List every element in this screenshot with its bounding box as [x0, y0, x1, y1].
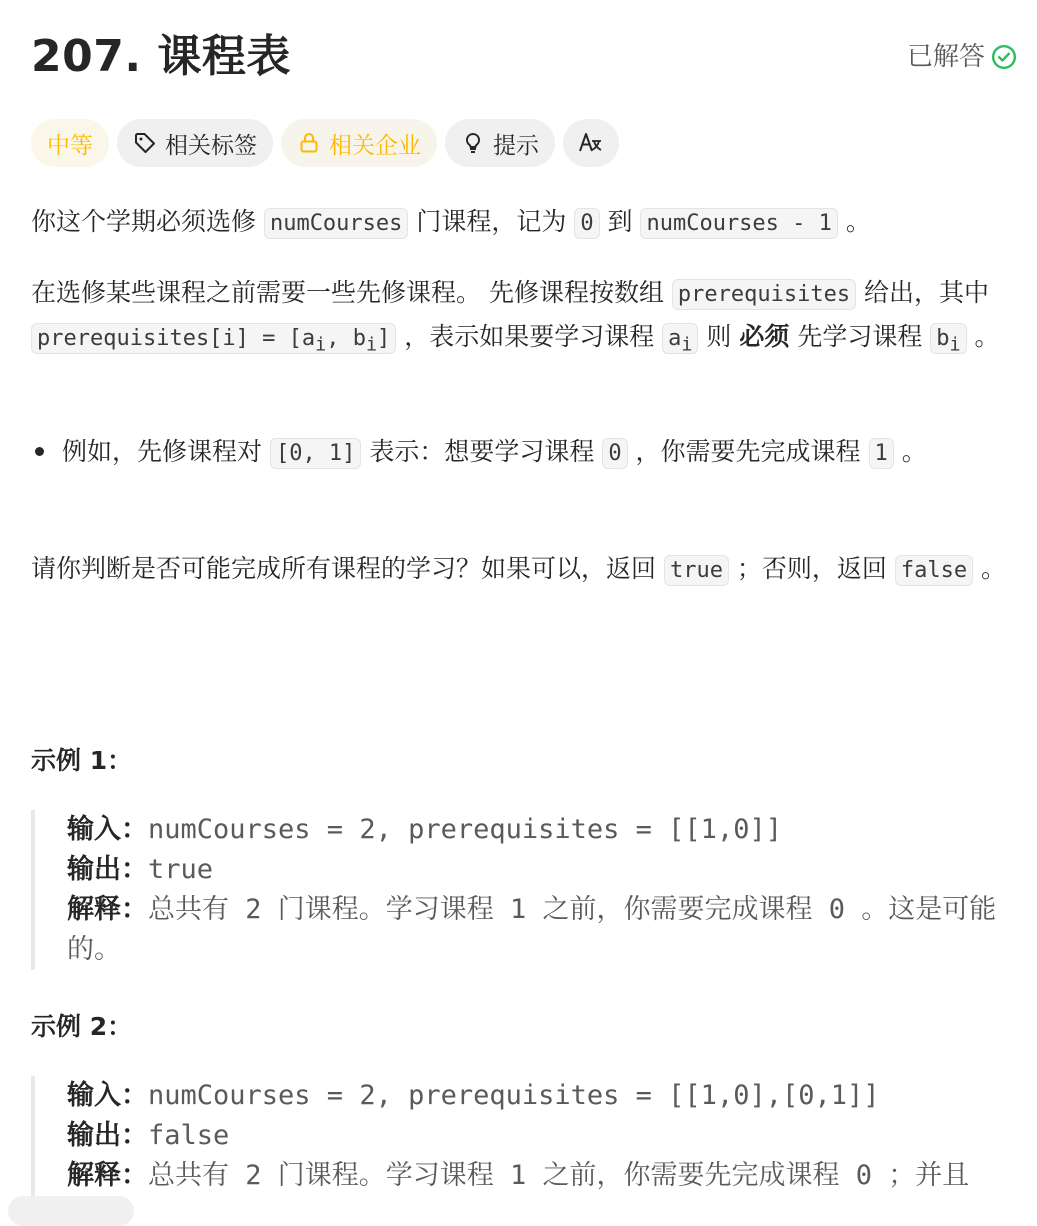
tag-icon — [133, 131, 157, 155]
example-2-title: 示例 2： — [31, 1012, 133, 1041]
code-text: a — [668, 326, 682, 351]
text: ；否则，返回 — [728, 554, 895, 583]
example-list — [31, 431, 1017, 475]
code-text: ] — [377, 326, 391, 351]
description-paragraph-3 — [31, 548, 1017, 592]
text: 。 — [966, 322, 1000, 351]
lock-icon — [297, 131, 321, 155]
explain-value: 总共有 2 门课程。学习课程 1 之前，你需要完成课程 0 。这是可能的。 — [67, 894, 997, 965]
inline-code — [31, 323, 396, 354]
description-paragraph-2 — [31, 272, 1017, 366]
inline-code — [662, 323, 698, 354]
output-value: false — [148, 1120, 230, 1151]
text: 给出，其中 — [856, 278, 990, 307]
output-label: 输出： — [67, 1120, 148, 1151]
translate-icon — [577, 129, 605, 157]
inline-code: true — [664, 555, 729, 586]
related-tags-label: 相关标签 — [165, 132, 257, 159]
text: 。 — [973, 554, 1007, 583]
related-companies-button[interactable] — [281, 119, 437, 167]
input-value: numCourses = 2, prerequisites = [[1,0],[0,1]] — [148, 1080, 880, 1111]
translate-button[interactable] — [563, 119, 619, 167]
output-value: true — [148, 854, 214, 885]
related-tags-button[interactable] — [117, 119, 273, 167]
inline-code: false — [895, 555, 973, 586]
text: 。 — [837, 207, 871, 236]
list-item — [62, 431, 1017, 475]
code-text: , b — [326, 326, 366, 351]
bold-text: 必须 — [739, 322, 790, 351]
text: 到 — [599, 207, 641, 236]
text: 例如，先修课程对 — [62, 437, 270, 466]
input-label: 输入： — [67, 814, 148, 845]
code-text: b — [936, 326, 950, 351]
text: 表示：想要学习课程 — [361, 437, 603, 466]
example-1-explanation — [67, 890, 1017, 970]
text: 门课程，记为 — [408, 207, 575, 236]
text: 在选修某些课程之前需要一些先修课程。 先修课程按数组 — [31, 278, 672, 307]
inline-code: 0 — [602, 438, 627, 469]
subscript: i — [949, 334, 961, 356]
description-paragraph-1 — [31, 201, 871, 245]
inline-code: numCourses — [264, 208, 408, 239]
text: 。 — [893, 437, 927, 466]
hints-button[interactable] — [445, 119, 555, 167]
subscript: i — [681, 334, 693, 356]
input-label: 输入： — [67, 1080, 148, 1111]
explain-label: 解释： — [67, 1160, 148, 1191]
inline-code: [0, 1] — [270, 438, 361, 469]
text: ，你需要先完成课程 — [627, 437, 869, 466]
title-row — [31, 27, 1017, 87]
code-text: prerequisites[i] = [a — [37, 326, 316, 351]
difficulty-label: 中等 — [47, 132, 93, 159]
text: 先学习课程 — [789, 322, 931, 351]
example-2-output — [67, 1116, 1017, 1156]
example-1-title: 示例 1： — [31, 746, 133, 775]
inline-code: 0 — [574, 208, 599, 239]
bottom-toolbar-pill[interactable] — [8, 1196, 134, 1226]
example-1-input — [67, 810, 1017, 850]
inline-code: prerequisites — [672, 279, 856, 310]
solved-label: 已解答 — [906, 42, 985, 72]
text: 请你判断是否可能完成所有课程的学习？如果可以，返回 — [31, 554, 664, 583]
text: 你这个学期必须选修 — [31, 207, 264, 236]
lightbulb-icon — [461, 131, 485, 155]
text: ，表示如果要学习课程 — [396, 322, 663, 351]
inline-code: numCourses - 1 — [640, 208, 837, 239]
example-2-input — [67, 1076, 1017, 1116]
output-label: 输出： — [67, 854, 148, 885]
inline-code — [930, 323, 966, 354]
example-1-block — [31, 810, 1017, 970]
bullet-dot — [35, 447, 44, 456]
solved-status — [907, 39, 1017, 75]
example-1-output — [67, 850, 1017, 890]
problem-title[interactable]: 207. 课程表 — [31, 31, 291, 82]
check-circle-icon — [991, 44, 1017, 70]
hints-label: 提示 — [493, 132, 539, 159]
difficulty-badge — [31, 119, 109, 167]
explain-label: 解释： — [67, 894, 148, 925]
example-2-explanation — [67, 1156, 1017, 1196]
subscript: i — [365, 334, 377, 356]
inline-code: 1 — [869, 438, 894, 469]
text: 则 — [698, 322, 740, 351]
example-2-block — [31, 1076, 1017, 1196]
input-value: numCourses = 2, prerequisites = [[1,0]] — [148, 814, 782, 845]
tag-bar — [31, 119, 619, 167]
related-companies-label: 相关企业 — [329, 132, 421, 159]
explain-value: 总共有 2 门课程。学习课程 1 之前，你需要先完成课程 0 ；并且 — [148, 1160, 970, 1191]
subscript: i — [315, 334, 327, 356]
